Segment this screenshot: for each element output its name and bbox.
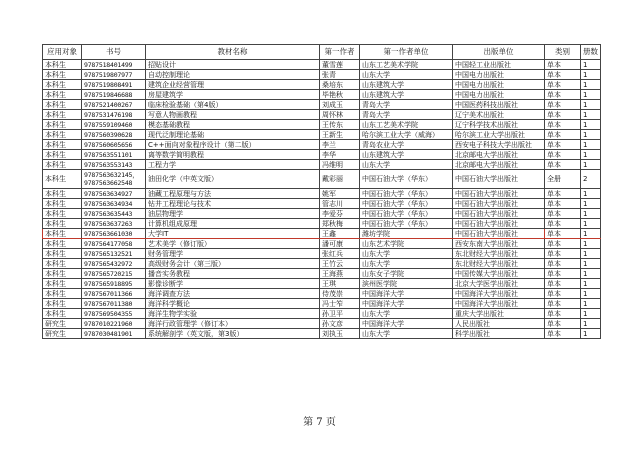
title-cell: 海洋行政管理学（修订本） (146, 319, 320, 329)
table-row (43, 90, 601, 100)
author-cell: 郑秋梅 (320, 219, 360, 229)
count-cell: 1 (581, 229, 601, 239)
author-cell: 李华 (320, 150, 360, 160)
isbn-cell: 9787564177058 (82, 239, 146, 249)
table-row (43, 199, 601, 209)
isbn-cell: 9787563634934 (82, 199, 146, 209)
header-audience: 应用对象 (43, 45, 82, 60)
table-row (43, 170, 601, 189)
publisher-cell: 中国石油大学出版社 (453, 199, 545, 209)
publisher-cell: 中国轻工业出版社 (453, 60, 545, 70)
publisher-cell: 中国海洋大学出版社 (453, 299, 545, 309)
table-row (43, 70, 601, 80)
audience-cell: 本科生 (43, 209, 82, 219)
author-cell: 管志川 (320, 199, 360, 209)
page-number: 第 7 页 (303, 417, 336, 428)
table-row (43, 110, 601, 120)
title-cell: 海洋生物学实验 (146, 309, 320, 319)
table-row (43, 259, 601, 269)
table-row (43, 309, 601, 319)
author-cell: 董雪莲 (320, 60, 360, 70)
author-cell: 毕艳秋 (320, 90, 360, 100)
title-cell: 模态基础教程 (146, 120, 320, 130)
publisher-cell: 人民出版社 (453, 319, 545, 329)
count-cell: 1 (581, 100, 601, 110)
table-row (43, 189, 601, 199)
title-cell: 写意人物画教程 (146, 110, 320, 120)
audience-cell: 本科生 (43, 100, 82, 110)
isbn-cell: 9787560390628 (82, 130, 146, 140)
author-cell: 周怀林 (320, 110, 360, 120)
publisher-cell: 西安电子科技大学出版社 (453, 140, 545, 150)
author-unit-cell: 山东大学 (360, 70, 453, 80)
textbook-table (42, 44, 601, 339)
author-cell: 潘可康 (320, 239, 360, 249)
title-cell: 海洋科学概论 (146, 299, 320, 309)
count-cell: 1 (581, 269, 601, 279)
author-cell: 李兰 (320, 140, 360, 150)
audience-cell: 本科生 (43, 289, 82, 299)
count-cell: 1 (581, 160, 601, 170)
publisher-cell: 哈尔滨工业大学出版社 (453, 130, 545, 140)
isbn-cell: 9787010221960 (82, 319, 146, 329)
audience-cell: 本科生 (43, 219, 82, 229)
count-cell: 1 (581, 289, 601, 299)
isbn-cell: 9787519807977 (82, 70, 146, 80)
table-row (43, 80, 601, 90)
audience-cell: 本科生 (43, 80, 82, 90)
count-cell: 1 (581, 70, 601, 80)
isbn-cell: 9787563661030 (82, 229, 146, 239)
table-row (43, 299, 601, 309)
title-cell: 播音实务教程 (146, 269, 320, 279)
author-cell: 戴彩丽 (320, 170, 360, 189)
audience-cell: 本科生 (43, 110, 82, 120)
title-cell: 财务管理学 (146, 249, 320, 259)
header-first-author: 第一作者 (320, 45, 360, 60)
author-unit-cell: 中国海洋大学 (360, 319, 453, 329)
header-isbn: 书号 (82, 45, 146, 60)
publisher-cell: 中国电力出版社 (453, 90, 545, 100)
audience-cell: 本科生 (43, 70, 82, 80)
author-unit-cell: 山东大学 (360, 329, 453, 339)
table-row-highlighted (43, 229, 601, 239)
count-cell: 1 (581, 140, 601, 150)
author-unit-cell: 滨州医学院 (360, 279, 453, 289)
author-unit-cell: 青岛农业大学 (360, 140, 453, 150)
count-cell: 1 (581, 209, 601, 219)
category-cell: 单本 (545, 100, 581, 110)
header-count: 册数 (581, 45, 601, 60)
isbn-cell: 9787567011380 (82, 299, 146, 309)
category-cell: 单本 (545, 120, 581, 130)
author-unit-cell: 中国石油大学（华东） (360, 170, 453, 189)
author-cell: 刘执玉 (320, 329, 360, 339)
title-cell: 油藏工程原理与方法 (146, 189, 320, 199)
title-cell: 离等数学简明教程 (146, 150, 320, 160)
audience-cell: 本科生 (43, 60, 82, 70)
category-cell: 单本 (545, 239, 581, 249)
audience-cell: 本科生 (43, 299, 82, 309)
count-cell: 1 (581, 130, 601, 140)
isbn-cell: 9787531476198 (82, 110, 146, 120)
author-cell: 刘成玉 (320, 100, 360, 110)
publisher-cell: 中国石油大学出版社 (453, 219, 545, 229)
audience-cell: 本科生 (43, 249, 82, 259)
category-cell: 单本 (545, 130, 581, 140)
isbn-cell: 9787567011366 (82, 289, 146, 299)
author-cell: 桑培东 (320, 80, 360, 90)
author-unit-cell: 山东建筑大学 (360, 80, 453, 90)
author-unit-cell: 山东大学 (360, 309, 453, 319)
count-cell: 1 (581, 249, 601, 259)
author-unit-cell: 山东艺术学院 (360, 239, 453, 249)
category-cell: 单本 (545, 269, 581, 279)
isbn-cell: 9787565432972 (82, 259, 146, 269)
count-cell: 1 (581, 299, 601, 309)
publisher-cell: 中国石油大学出版社 (453, 229, 545, 239)
publisher-cell: 东北财经大学出版社 (453, 259, 545, 269)
category-cell: 单本 (545, 249, 581, 259)
title-cell: 艺术美学（修订版） (146, 239, 320, 249)
isbn-cell: 9787560605656 (82, 140, 146, 150)
author-unit-cell: 山东建筑大学 (360, 150, 453, 160)
header-publisher: 出版单位 (453, 45, 545, 60)
category-cell: 单本 (545, 189, 581, 199)
author-unit-cell: 青岛大学 (360, 100, 453, 110)
publisher-cell: 中国石油大学出版社 (453, 209, 545, 219)
author-unit-cell: 山东大学 (360, 259, 453, 269)
count-cell: 1 (581, 309, 601, 319)
audience-cell: 本科生 (43, 269, 82, 279)
category-cell: 单本 (545, 90, 581, 100)
isbn-cell: 9787518401499 (82, 60, 146, 70)
title-cell: 油层物理学 (146, 209, 320, 219)
count-cell: 1 (581, 279, 601, 289)
count-cell: 1 (581, 199, 601, 209)
author-cell: 王竹云 (320, 259, 360, 269)
publisher-cell: 中国石油大学出版社 (453, 189, 545, 199)
table-row (43, 150, 601, 160)
category-cell: 单本 (545, 160, 581, 170)
author-cell: 孙卫平 (320, 309, 360, 319)
table-row (43, 269, 601, 279)
table-row (43, 319, 601, 329)
title-cell: 现代泛制理论基础 (146, 130, 320, 140)
count-cell: 1 (581, 259, 601, 269)
audience-cell: 本科生 (43, 189, 82, 199)
audience-cell: 本科生 (43, 90, 82, 100)
title-cell: 计算机组成原理 (146, 219, 320, 229)
isbn-cell: 9787565720215 (82, 269, 146, 279)
author-cell: 冯维明 (320, 160, 360, 170)
category-cell: 单本 (545, 140, 581, 150)
author-unit-cell: 山东建筑大学 (360, 90, 453, 100)
isbn-cell: 9787521400267 (82, 100, 146, 110)
table-header-row (43, 45, 601, 60)
title-cell: C++面向对象程序设计（第二版） (146, 140, 320, 150)
isbn-cell: 9787569504355 (82, 309, 146, 319)
category-cell: 单本 (545, 60, 581, 70)
count-cell: 1 (581, 120, 601, 130)
author-unit-cell: 中国石油大学（华东） (360, 209, 453, 219)
author-cell: 王鑫 (320, 229, 360, 239)
table-row (43, 329, 601, 339)
author-cell: 王海燕 (320, 269, 360, 279)
category-cell: 单本 (545, 259, 581, 269)
author-unit-cell: 山东工艺美术学院 (360, 60, 453, 70)
isbn-cell: 9787563632145，9787563662548 (82, 170, 146, 189)
publisher-cell: 北京邮电大学出版社 (453, 150, 545, 160)
count-cell: 1 (581, 80, 601, 90)
author-unit-cell: 中国海洋大学 (360, 299, 453, 309)
author-unit-cell: 哈尔滨工业大学（威海） (360, 130, 453, 140)
publisher-cell: 中国电力出版社 (453, 80, 545, 90)
table-row (43, 249, 601, 259)
publisher-cell: 西安东南大学出版社 (453, 239, 545, 249)
count-cell: 1 (581, 239, 601, 249)
publisher-cell: 辽宁科学技术出版社 (453, 120, 545, 130)
count-cell: 1 (581, 110, 601, 120)
audience-cell: 本科生 (43, 140, 82, 150)
author-cell: 孙文彦 (320, 319, 360, 329)
author-unit-cell: 山东大学 (360, 160, 453, 170)
isbn-cell: 9787563553143 (82, 160, 146, 170)
author-unit-cell: 潍坊学院 (360, 229, 453, 239)
category-cell: 单本 (545, 219, 581, 229)
category-cell: 单本 (545, 279, 581, 289)
author-cell: 王琪 (320, 279, 360, 289)
author-unit-cell: 山东大学 (360, 249, 453, 259)
author-cell: 张红兵 (320, 249, 360, 259)
category-cell: 单本 (545, 319, 581, 329)
isbn-cell: 9787030481901 (82, 329, 146, 339)
title-cell: 系统解剖学（英文版，第3版） (146, 329, 320, 339)
title-cell: 自动控制理论 (146, 70, 320, 80)
title-cell: 高级财务会计（第三版） (146, 259, 320, 269)
table-row (43, 289, 601, 299)
author-unit-cell: 山东女子学院 (360, 269, 453, 279)
author-cell: 姚军 (320, 189, 360, 199)
audience-cell: 本科生 (43, 199, 82, 209)
count-cell: 1 (581, 329, 601, 339)
table-row (43, 239, 601, 249)
author-cell: 李爱芬 (320, 209, 360, 219)
author-unit-cell: 中国石油大学（华东） (360, 199, 453, 209)
audience-cell: 本科生 (43, 259, 82, 269)
author-unit-cell: 青岛大学 (360, 110, 453, 120)
isbn-cell: 9787563634927 (82, 189, 146, 199)
isbn-cell: 9787563551101 (82, 150, 146, 160)
table-row (43, 209, 601, 219)
isbn-cell: 9787565918895 (82, 279, 146, 289)
audience-cell: 本科生 (43, 170, 82, 189)
category-cell: 单本 (545, 329, 581, 339)
audience-cell: 本科生 (43, 150, 82, 160)
category-cell: 单本 (545, 199, 581, 209)
table-row (43, 160, 601, 170)
isbn-cell: 9787519846688 (82, 90, 146, 100)
publisher-cell: 东北财经大学出版社 (453, 249, 545, 259)
title-cell: 大学IT (146, 229, 320, 239)
publisher-cell: 北京大学医学出版社 (453, 279, 545, 289)
table-row (43, 279, 601, 289)
count-cell: 1 (581, 189, 601, 199)
author-cell: 侍茂崇 (320, 289, 360, 299)
isbn-cell: 9787519808491 (82, 80, 146, 90)
table-row (43, 60, 601, 70)
title-cell: 临床检验基础（第4版） (146, 100, 320, 110)
audience-cell: 本科生 (43, 309, 82, 319)
title-cell: 油田化学（中英文版） (146, 170, 320, 189)
audience-cell: 本科生 (43, 120, 82, 130)
audience-cell: 本科生 (43, 160, 82, 170)
publisher-cell: 辽宁美术出版社 (453, 110, 545, 120)
category-cell: 单本 (545, 289, 581, 299)
title-cell: 建筑企业经营管理 (146, 80, 320, 90)
author-unit-cell: 中国石油大学（华东） (360, 189, 453, 199)
audience-cell: 研究生 (43, 329, 82, 339)
audience-cell: 本科生 (43, 229, 82, 239)
author-unit-cell: 山东工艺美术学院 (360, 120, 453, 130)
publisher-cell: 中国传媒大学出版社 (453, 269, 545, 279)
title-cell: 海洋调查方法 (146, 289, 320, 299)
publisher-cell: 北京邮电大学出版社 (453, 160, 545, 170)
count-cell: 1 (581, 150, 601, 160)
author-unit-cell: 中国海洋大学 (360, 289, 453, 299)
author-cell: 张青 (320, 70, 360, 80)
count-cell: 2 (581, 170, 601, 189)
title-cell: 钻井工程理论与技术 (146, 199, 320, 209)
count-cell: 1 (581, 319, 601, 329)
table-row (43, 130, 601, 140)
header-category: 类别 (545, 45, 581, 60)
isbn-cell: 9787565132521 (82, 249, 146, 259)
category-cell: 单本 (545, 110, 581, 120)
table-row (43, 140, 601, 150)
header-title: 教材名称 (146, 45, 320, 60)
category-cell: 全册 (545, 170, 581, 189)
audience-cell: 本科生 (43, 279, 82, 289)
category-cell: 单本 (545, 150, 581, 160)
header-author-unit: 第一作者单位 (360, 45, 453, 60)
category-cell: 单本 (545, 209, 581, 219)
title-cell: 招贴设计 (146, 60, 320, 70)
count-cell: 1 (581, 90, 601, 100)
isbn-cell: 9787563637263 (82, 219, 146, 229)
table-row (43, 100, 601, 110)
audience-cell: 研究生 (43, 319, 82, 329)
publisher-cell: 中国电力出版社 (453, 70, 545, 80)
author-cell: 冯士笮 (320, 299, 360, 309)
category-cell: 单本 (545, 80, 581, 90)
count-cell: 1 (581, 219, 601, 229)
author-cell: 王传东 (320, 120, 360, 130)
audience-cell: 本科生 (43, 130, 82, 140)
category-cell: 单本 (545, 70, 581, 80)
publisher-cell: 中国医药科技出版社 (453, 100, 545, 110)
title-cell: 工程力学 (146, 160, 320, 170)
publisher-cell: 重庆大学出版社 (453, 309, 545, 319)
count-cell: 1 (581, 60, 601, 70)
category-cell: 单本 (545, 229, 581, 239)
isbn-cell: 9787563635443 (82, 209, 146, 219)
author-cell: 王新生 (320, 130, 360, 140)
publisher-cell: 中国石油大学出版社 (453, 170, 545, 189)
category-cell: 单本 (545, 299, 581, 309)
publisher-cell: 中国海洋大学出版社 (453, 289, 545, 299)
category-cell: 单本 (545, 309, 581, 319)
title-cell: 房屋建筑学 (146, 90, 320, 100)
author-unit-cell: 中国石油大学（华东） (360, 219, 453, 229)
table-row (43, 120, 601, 130)
publisher-cell: 科学出版社 (453, 329, 545, 339)
table-row (43, 219, 601, 229)
title-cell: 影像诊断学 (146, 279, 320, 289)
audience-cell: 本科生 (43, 239, 82, 249)
isbn-cell: 9787559109460 (82, 120, 146, 130)
